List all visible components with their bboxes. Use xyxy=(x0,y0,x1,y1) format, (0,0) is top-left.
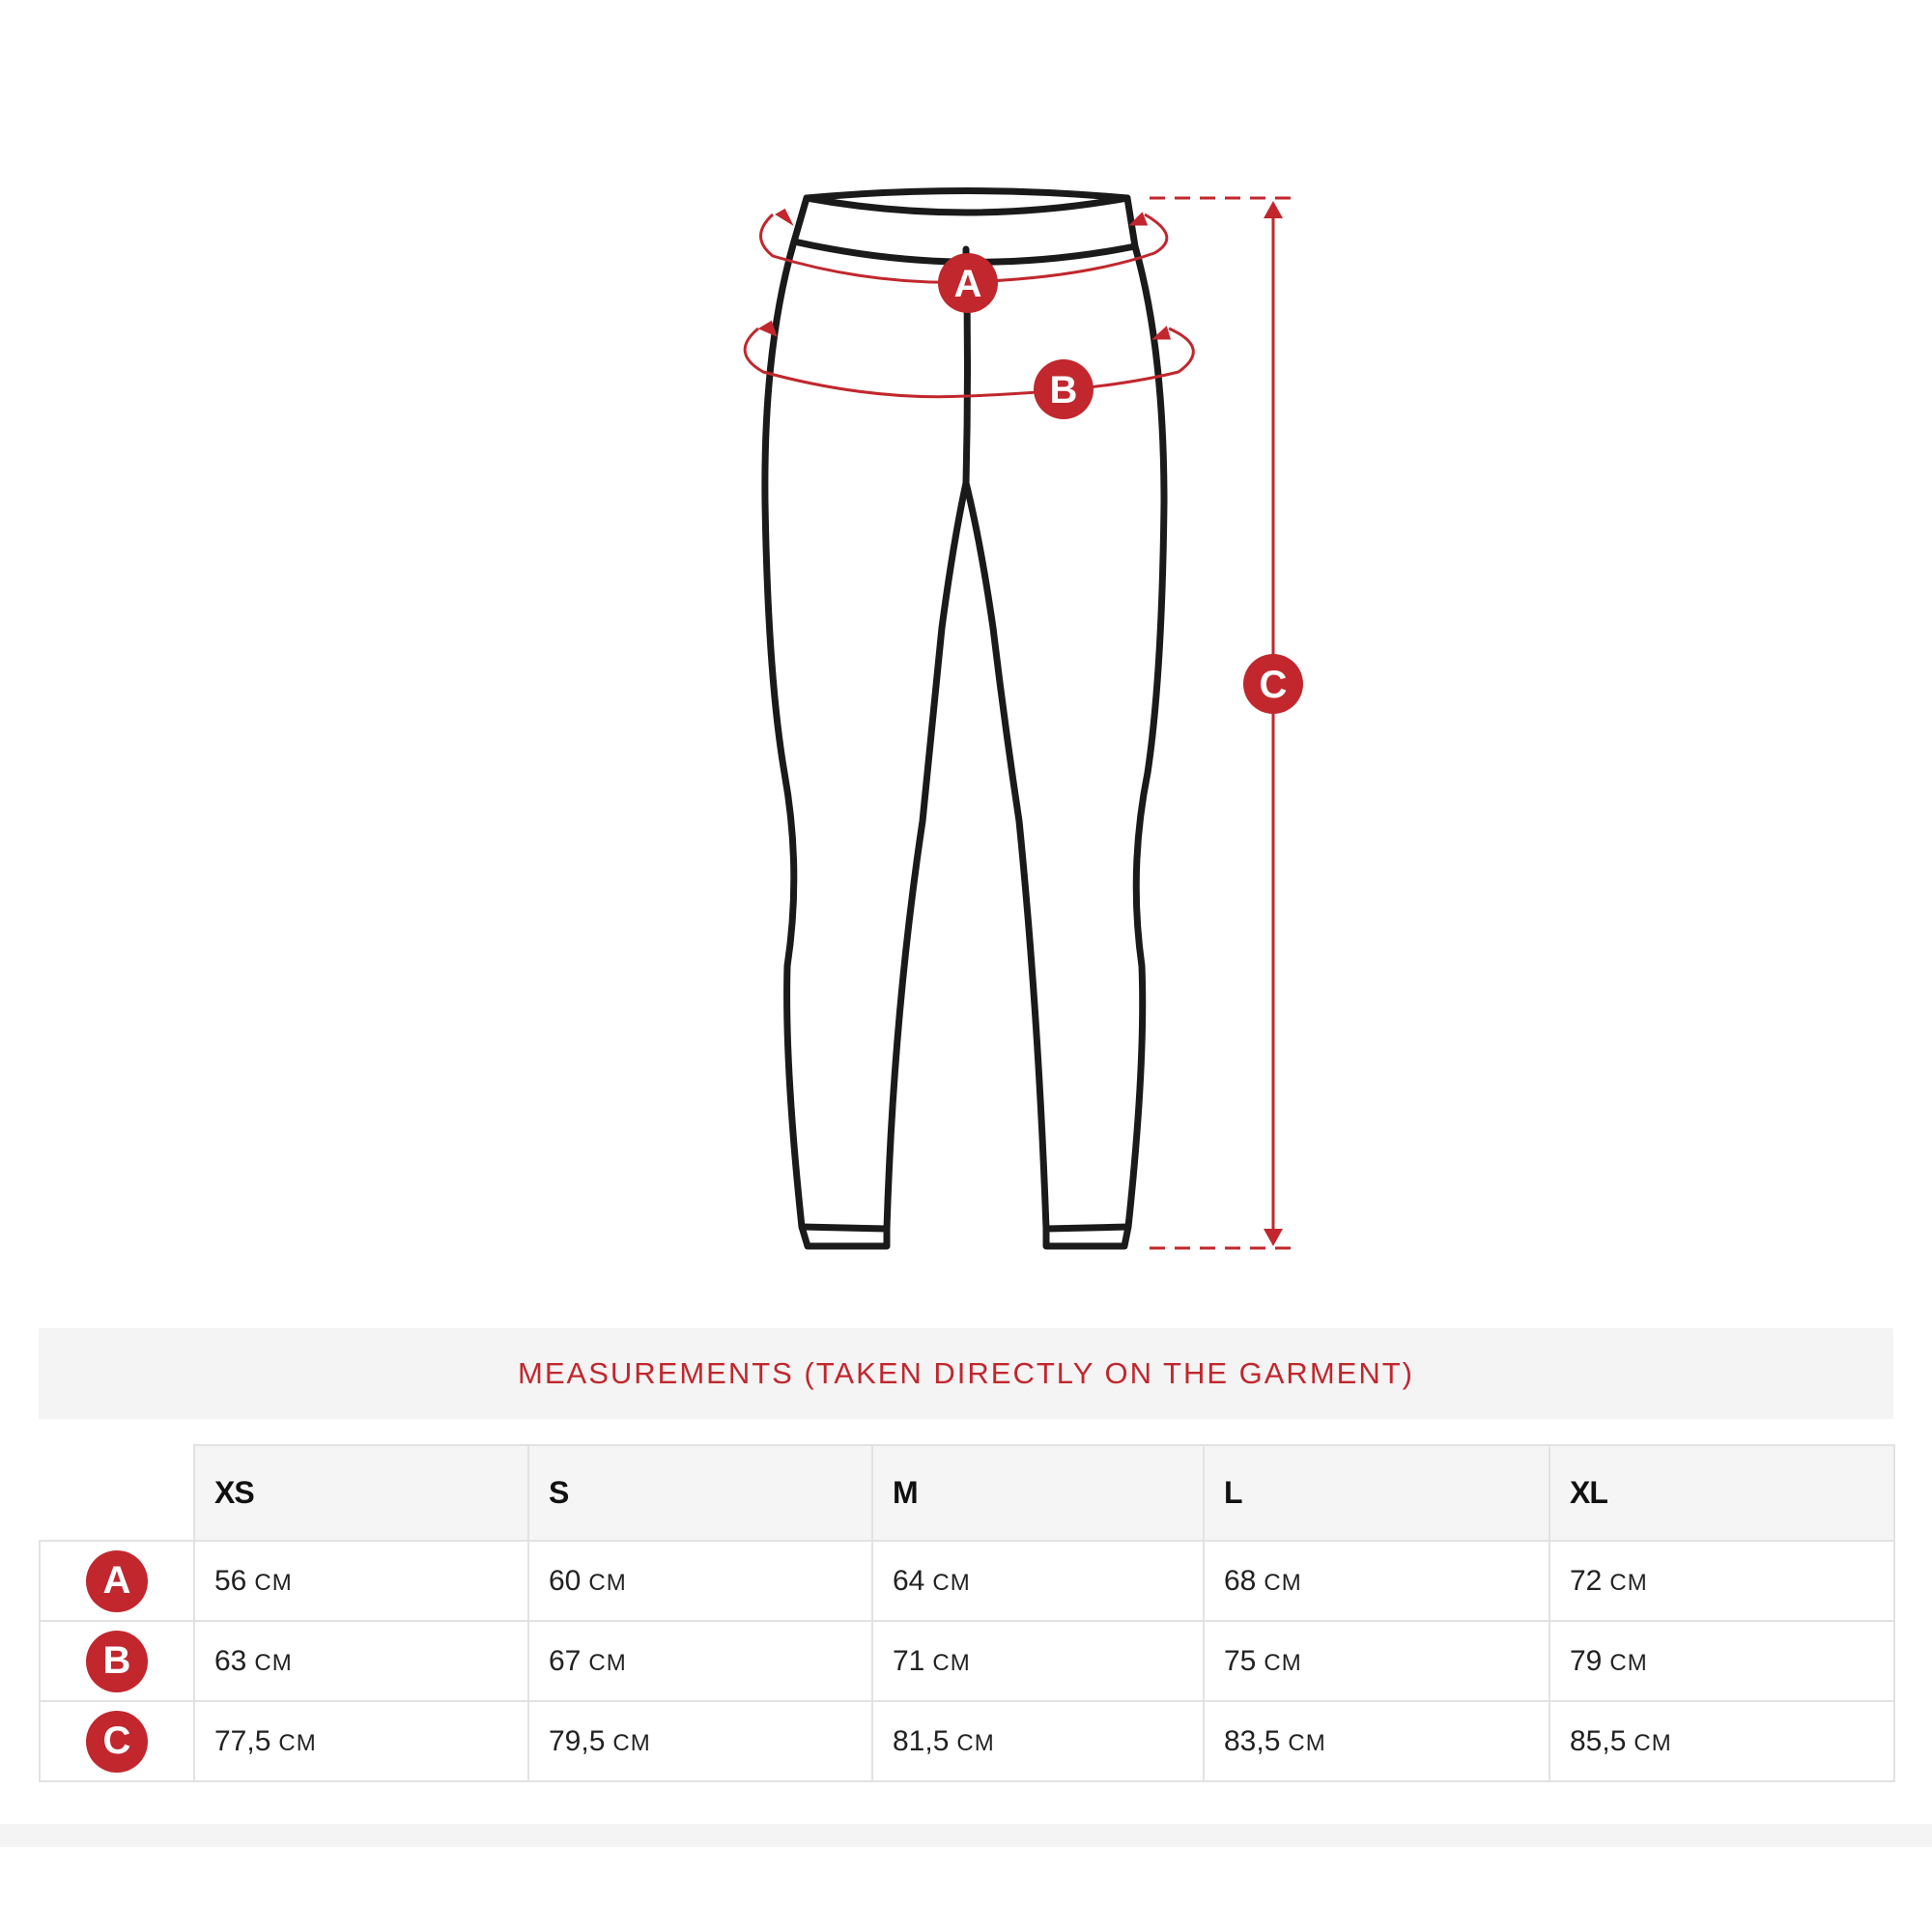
value-cell xyxy=(872,1541,1204,1621)
marker-c-icon: C xyxy=(86,1711,148,1773)
value-cell xyxy=(528,1541,872,1621)
value-number: 79,5 xyxy=(549,1724,606,1757)
marker-b-label: B xyxy=(1049,369,1078,412)
value-cell xyxy=(194,1621,528,1701)
value-number: 63 xyxy=(214,1644,247,1677)
value-cell xyxy=(872,1701,1204,1781)
marker-b-icon xyxy=(1034,359,1094,419)
size-header-l: L xyxy=(1204,1445,1549,1541)
value-unit: CM xyxy=(956,1729,995,1756)
value-cell xyxy=(194,1541,528,1621)
row-marker-cell xyxy=(40,1701,194,1781)
value-cell xyxy=(528,1621,872,1701)
table-corner xyxy=(40,1445,194,1541)
marker-a-label: A xyxy=(953,263,982,305)
size-header-m: M xyxy=(872,1445,1204,1541)
row-marker-cell xyxy=(40,1621,194,1701)
value-unit: CM xyxy=(254,1569,293,1596)
value-number: 79 xyxy=(1570,1644,1603,1677)
marker-b-icon: B xyxy=(86,1631,148,1692)
value-number: 71 xyxy=(893,1644,925,1677)
value-unit: CM xyxy=(932,1649,971,1676)
value-number: 83,5 xyxy=(1224,1724,1281,1757)
value-number: 60 xyxy=(549,1564,582,1597)
value-cell xyxy=(528,1701,872,1781)
table-row xyxy=(40,1621,1894,1701)
value-unit: CM xyxy=(588,1569,627,1596)
table-row xyxy=(40,1701,1894,1781)
size-header-xs: XS xyxy=(194,1445,528,1541)
bottom-band xyxy=(0,1824,1932,1847)
value-unit: CM xyxy=(1609,1649,1648,1676)
value-unit: CM xyxy=(1288,1729,1326,1756)
value-number: 81,5 xyxy=(893,1724,950,1757)
value-unit: CM xyxy=(1264,1569,1302,1596)
row-marker-cell xyxy=(40,1541,194,1621)
length-guides xyxy=(1150,198,1299,1248)
value-number: 72 xyxy=(1570,1564,1603,1597)
value-unit: CM xyxy=(1264,1649,1302,1676)
value-cell xyxy=(1204,1701,1549,1781)
value-unit: CM xyxy=(932,1569,971,1596)
value-number: 85,5 xyxy=(1570,1724,1627,1757)
size-header-xl: XL xyxy=(1549,1445,1894,1541)
marker-a-icon: A xyxy=(86,1550,148,1612)
value-unit: CM xyxy=(1634,1729,1672,1756)
value-number: 64 xyxy=(893,1564,925,1597)
value-number: 75 xyxy=(1224,1644,1257,1677)
value-cell xyxy=(1204,1621,1549,1701)
value-cell xyxy=(872,1621,1204,1701)
marker-c-label: C xyxy=(1259,664,1288,706)
table-row xyxy=(40,1541,1894,1621)
value-number: 68 xyxy=(1224,1564,1257,1597)
size-header-row xyxy=(40,1445,1894,1541)
measurements-title: MEASUREMENTS (TAKEN DIRECTLY ON THE GARMENT) xyxy=(518,1356,1414,1390)
size-header-s: S xyxy=(528,1445,872,1541)
value-number: 67 xyxy=(549,1644,582,1677)
value-unit: CM xyxy=(278,1729,317,1756)
length-arrow xyxy=(1264,201,1283,1246)
value-cell xyxy=(1204,1541,1549,1621)
size-table xyxy=(39,1444,1895,1782)
leggings-outline-icon xyxy=(765,191,1164,1247)
value-cell xyxy=(194,1701,528,1781)
marker-a-icon xyxy=(938,253,998,313)
marker-c-icon xyxy=(1243,654,1303,714)
value-number: 77,5 xyxy=(214,1724,271,1757)
value-unit: CM xyxy=(254,1649,293,1676)
value-unit: CM xyxy=(612,1729,651,1756)
value-cell xyxy=(1549,1621,1894,1701)
value-unit: CM xyxy=(588,1649,627,1676)
measurements-title-bar xyxy=(39,1328,1893,1419)
value-cell xyxy=(1549,1701,1894,1781)
value-number: 56 xyxy=(214,1564,247,1597)
value-unit: CM xyxy=(1609,1569,1648,1596)
value-cell xyxy=(1549,1541,1894,1621)
